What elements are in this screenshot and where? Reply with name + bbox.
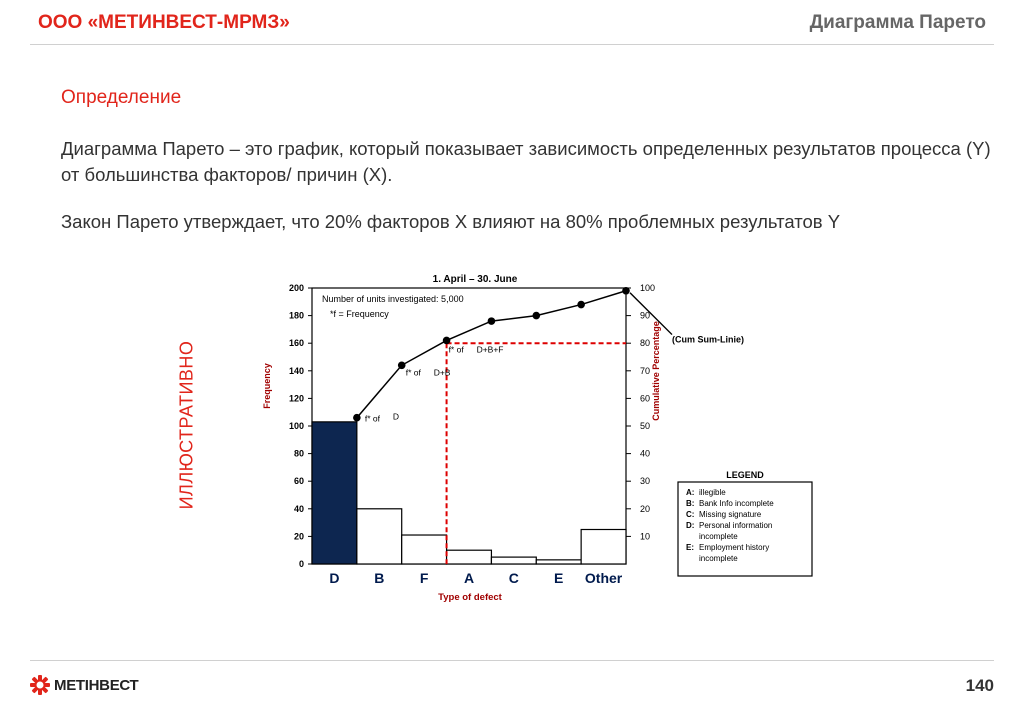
y-tick-label: 20 (293, 531, 304, 542)
category-label: D (329, 570, 340, 586)
bar-E (536, 560, 581, 564)
y2-tick-label: 60 (640, 393, 651, 404)
bar-D (312, 422, 357, 564)
point-label-prefix: f* of (405, 367, 421, 378)
bar-Other (581, 530, 626, 565)
cumulative-point (353, 414, 361, 422)
y2-tick-label: 80 (640, 338, 651, 349)
y-tick-label: 140 (288, 365, 304, 376)
slide-title: Диаграмма Парето (809, 12, 986, 33)
category-label: Other (584, 570, 623, 586)
legend-key: E: (686, 543, 694, 552)
y-tick-label: 180 (288, 310, 304, 321)
legend-key: B: (686, 499, 695, 508)
illustrative-label-text: ИЛЛЮСТРАТИВНО (176, 340, 197, 510)
header-divider (30, 44, 994, 45)
page-number: 140 (965, 676, 994, 695)
category-label: E (554, 570, 564, 586)
point-label-prefix: f* of (364, 413, 380, 424)
y2-tick-label: 20 (640, 503, 651, 514)
y-tick-label: 60 (293, 476, 304, 487)
y-tick-label: 120 (288, 393, 304, 404)
y2-tick-label: 90 (640, 310, 651, 321)
bar-F (402, 535, 447, 564)
point-label-sum: D (392, 411, 399, 422)
category-label: B (374, 570, 385, 586)
bar-A (447, 550, 492, 564)
legend-text-continued: incomplete (699, 532, 738, 541)
company-name: ООО «МЕТИНВЕСТ-МРМЗ» (38, 12, 290, 33)
cumulative-point (532, 312, 540, 320)
illustrative-label (176, 340, 198, 510)
legend-key: D: (686, 521, 695, 530)
legend-text: Personal information (699, 521, 773, 530)
y2-tick-label: 70 (640, 365, 651, 376)
logo-text: МЕТІНВЕСТ (54, 676, 139, 694)
y2-tick-label: 100 (640, 283, 656, 293)
bar-C (491, 557, 536, 564)
legend-title: LEGEND (726, 470, 764, 480)
point-label-prefix: f* of (448, 344, 464, 355)
legend-text-continued: incomplete (699, 554, 738, 563)
point-label-sum: D+B+F (476, 344, 504, 355)
category-label: F (419, 570, 429, 586)
legend-key: A: (686, 488, 695, 497)
metinvest-star-icon (30, 675, 50, 695)
pareto-chart (240, 268, 820, 608)
point-label-sum: D+B (433, 367, 451, 378)
cum-sum-label: (Cum Sum-Linie) (672, 334, 744, 345)
y-tick-label: 160 (288, 338, 304, 349)
legend-text: Employment history (699, 543, 770, 552)
footer-divider (30, 660, 994, 661)
chart-title: 1. April – 30. June (432, 274, 518, 285)
cumulative-point (577, 301, 585, 309)
units-note: Number of units investigated: 5,000 (322, 294, 464, 304)
cumulative-point (398, 361, 406, 369)
y-tick-label: 0 (298, 559, 304, 569)
bar-B (357, 509, 402, 564)
frequency-note: *f = Frequency (330, 309, 389, 319)
y2-tick-label: 30 (640, 476, 651, 487)
definition-title: Определение (61, 87, 182, 108)
metinvest-logo (30, 674, 138, 696)
legend-text: illegible (699, 488, 726, 497)
cumulative-point (622, 287, 630, 295)
y2-axis-label: Cumulative Percentage (651, 321, 661, 421)
y2-tick-label: 50 (640, 421, 651, 431)
legend-key: C: (686, 510, 695, 519)
legend-text: Bank Info incomplete (699, 499, 774, 508)
category-label: A (463, 570, 475, 586)
y-tick-label: 80 (293, 448, 304, 459)
legend-text: Missing signature (699, 510, 762, 519)
y-tick-label: 200 (288, 283, 304, 293)
definition-text: Диаграмма Парето – это график, который показывает зависимость определенных результатов процесса (Y) от большинства факторов/ причин (X). (61, 138, 991, 185)
y-tick-label: 40 (293, 503, 304, 514)
cumulative-point (488, 317, 496, 325)
y-axis-label: Frequency (262, 363, 272, 409)
y-tick-label: 100 (288, 421, 304, 431)
y2-tick-label: 10 (640, 531, 651, 542)
y2-tick-label: 40 (640, 448, 651, 459)
cumulative-point (443, 337, 451, 345)
pareto-law-text: Закон Парето утверждает, что 20% факторов X влияют на 80% проблемных результатов Y (61, 211, 841, 232)
x-axis-label: Type of defect (438, 592, 502, 603)
category-label: C (508, 570, 519, 586)
